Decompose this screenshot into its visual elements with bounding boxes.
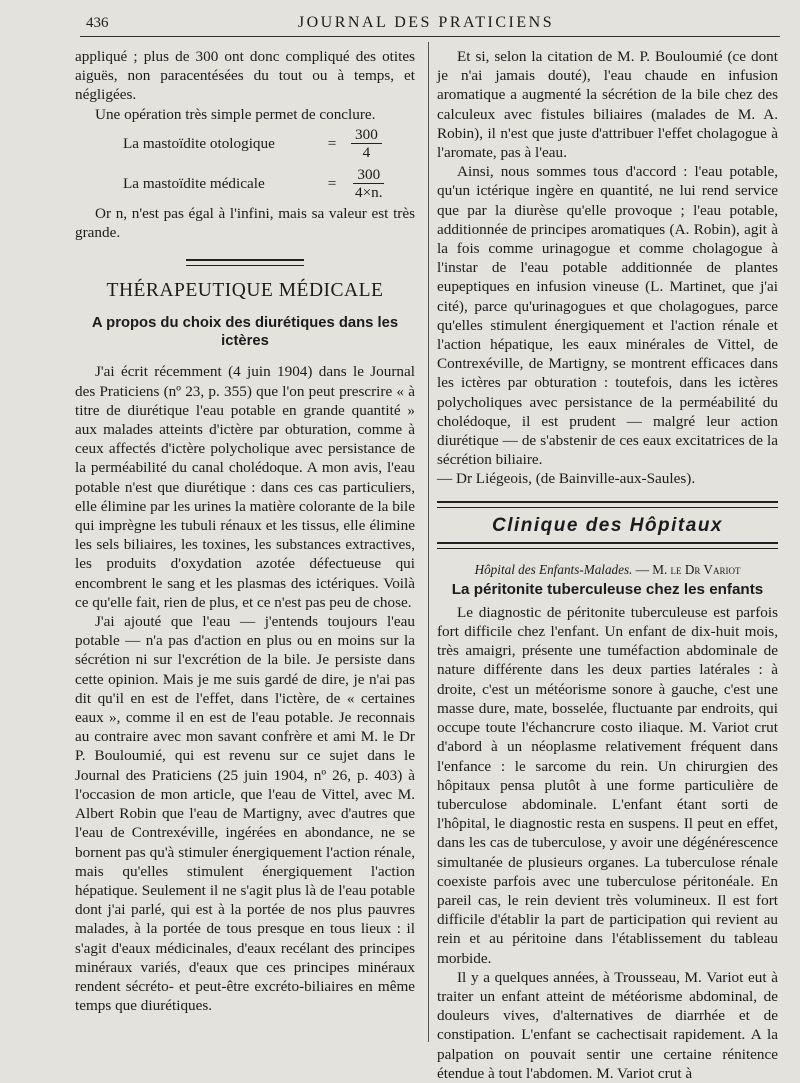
fraction [351, 126, 382, 161]
article-title: A propos du choix des diurétiques dans les ictères [91, 315, 399, 350]
numerator: 300 [353, 166, 384, 184]
paragraph: J'ai écrit récemment (4 juin 1904) dans le Journal des Praticiens (nº 23, p. 355) que l'on peut prescrire « à titre de diurétique l'eau potable en grande quantité » aux malades atteints d'ictère par obturation, comme à ceux affectés d'ictère polycholique avec persistance de la perméabilité du canal cholédoque. A mon avis, l'eau potable n'est que diurétique : dans ces cas particuliers, elle élimine par les urines la matière colorante de la bile qui imprègne les tubuli rénaux et les tissus, elle élimine les sels biliaires, les toxines, les substances extractives, les produits d'oxydation azotée défectueuse qui encombrent le sang et les plasmas des ictériques. Voilà ce qu'elle fait, rien de plus, et ce n'est pas peu de chose. [75, 363, 415, 611]
denominator: 4×n. [355, 184, 383, 202]
section-title: Clinique des Hôpitaux [491, 514, 724, 536]
paragraph: appliqué ; plus de 300 ont donc compliqué des otites aiguës, non paracentésées du tout ou à temps, et négligées. [75, 48, 415, 104]
paragraph: Et si, selon la citation de M. P. Bouloumié (ce dont je n'ai jamais douté), l'eau chaude en infusion aromatique a augmenté la sécrétion de la bile chez des calculeux avec fistules biliaires (malades de M. A. Robin), il n'est que juste d'attribuer l'effet cholagogue à l'aromate, pas à l'eau. [437, 48, 778, 162]
section-separator [437, 542, 778, 549]
hospital-place: Hôpital des Enfants-Malades. [474, 561, 633, 577]
section-title: THÉRAPEUTIQUE MÉDICALE [106, 280, 384, 302]
paragraph: Il y a quelques années, à Trousseau, M. Variot eut à traiter un enfant atteint de météorisme abdominal, de douleurs vives, d'alternatives de diarrhée et de constipation. L'enfant se cachectisait rapidement. A la palpation on pouvait sentir une certaine rénitence étendue à tout l'abdomen. M. Variot crut à [437, 968, 778, 1082]
paragraph: Une opération très simple permet de conclure. [95, 105, 376, 123]
denominator: 4 [362, 144, 371, 162]
header-rule [80, 36, 780, 37]
paragraph: J'ai ajouté que l'eau — j'entends toujours l'eau potable — n'a pas d'action en plus ou en moins sur la sécrétion ni sur l'excrétion de la bile. Je persiste dans cette opinion. Mais je me suis gardé de dire, je n'ai pas dit qu'il en est de l'effet, dans l'ictère, de « certaines eaux », comme il en est de l'eau potable. Je reconnais au contraire avec mon savant confrère et ami M. le Dr P. Bouloumié, qui est revenu sur ce sujet dans le Journal des Praticiens (25 juin 1904, nº 26, p. 403) à l'occasion de mon article, que l'eau de Vittel, avec M. Albert Robin que l'eau de Martigny, avec d'autres que l'eau de Contrexéville, ingérées en abondance, ne se bornent pas qu'à stimuler énergiquement l'action rénale, mais qu'elles stimulent énergiquement l'action hépatique. Seulement il ne s'agit plus là de l'eau potable dont j'ai parlé, qui est à la portée de nos plus pauvres malades, à la portée de tous presque en tous lieux : il s'agit d'eaux médicinales, d'eaux recélant des principes minéraux variés, d'eaux que ces principes minéraux rendent sécréto- et peut-être excréto-biliaires en même temps que diurétiques. [75, 613, 415, 1015]
section-separator [186, 259, 304, 266]
numerator: 300 [351, 126, 382, 144]
section-separator [437, 501, 778, 508]
hospital-doctor: — M. le Dr Variot [632, 561, 741, 577]
equals-sign: = [327, 135, 337, 153]
equation-label: La mastoïdite médicale [123, 175, 265, 193]
right-column [437, 47, 778, 1083]
paragraph: Le diagnostic de péritonite tuberculeuse est parfois fort difficile chez l'enfant. Un enfant de dix-huit mois, très amaigri, présente une tuméfaction abdominale de nature différente dans les deux parties latérales : à droite, c'est un météorisme sonore à gauche, c'est une masse dure, mate, bosselée, fluctuante par endroits, qui occupe toute l'échancrure costo iliaque. M. Variot crut d'abord à un néoplasme relativement fréquent dans l'enfance : le sarcome du rein. Un chirurgien des hôpitaux pensa plutôt à une forme particulière de tuberculose abdominale. L'enfant étant sorti de l'hôpital, le diagnostic resta en suspens. Il peut en effet, dans les cas de tuberculose, y avoir une dégénérescence simultanée de plusieurs organes. La tuberculose rénale coexiste parfois avec une tuberculose péritonéale. En pareil cas, le rein devient très volumineux. Il est fort difficile d'établir la part de participation qui revient au rein et au péritoine dans l'établissement du tableau morbide. [437, 603, 778, 967]
column-divider [428, 42, 429, 1042]
left-column [75, 47, 415, 1015]
journal-title: JOURNAL DES PRATICIENS [297, 14, 555, 31]
equals-sign: = [327, 175, 337, 193]
fraction [351, 166, 387, 201]
page-number: 436 [86, 15, 109, 31]
equation-label: La mastoïdite otologique [123, 135, 275, 153]
paragraph: Ainsi, nous sommes tous d'accord : l'eau potable, qu'un ictérique ingère en quantité, ne lui rend service que par la diurèse qu'elle provoque ; l'eau potable, additionnée de principes aromatiques (A. Robin), agit à la fois comme urinagogue et comme cholagogue à l'instar de l'eau potable additionnée de plantes eupeptiques en infusion vineuse (L. Martinet, que j'ai cité), parce qu'urinagogues et que cholagogues, parce qu'elles stimulent énergiquement et l'action rénale et l'action hépatique, les eaux minérales de Vittel, de Contrexéville, de Martigny, se montrent efficaces dans les ictères par obturation : toutefois, dans les ictères polycholiques avec persistance de la perméabilité du cholédoque, il est prudent — malgré leur action diurétique — de s'abstenir de ces eaux excitatrices de la sécrétion biliaire. [437, 163, 778, 469]
running-head [76, 13, 776, 35]
article-title: La péritonite tuberculeuse chez les enfants [451, 580, 764, 598]
signature: — Dr Liégeois, (de Bainville-aux-Saules). [437, 470, 696, 488]
equation-otologique [123, 124, 415, 164]
equation-medicale [123, 164, 415, 204]
hospital-line [437, 561, 778, 578]
paragraph: Or n, n'est pas égal à l'infini, mais sa valeur est très grande. [75, 204, 415, 242]
